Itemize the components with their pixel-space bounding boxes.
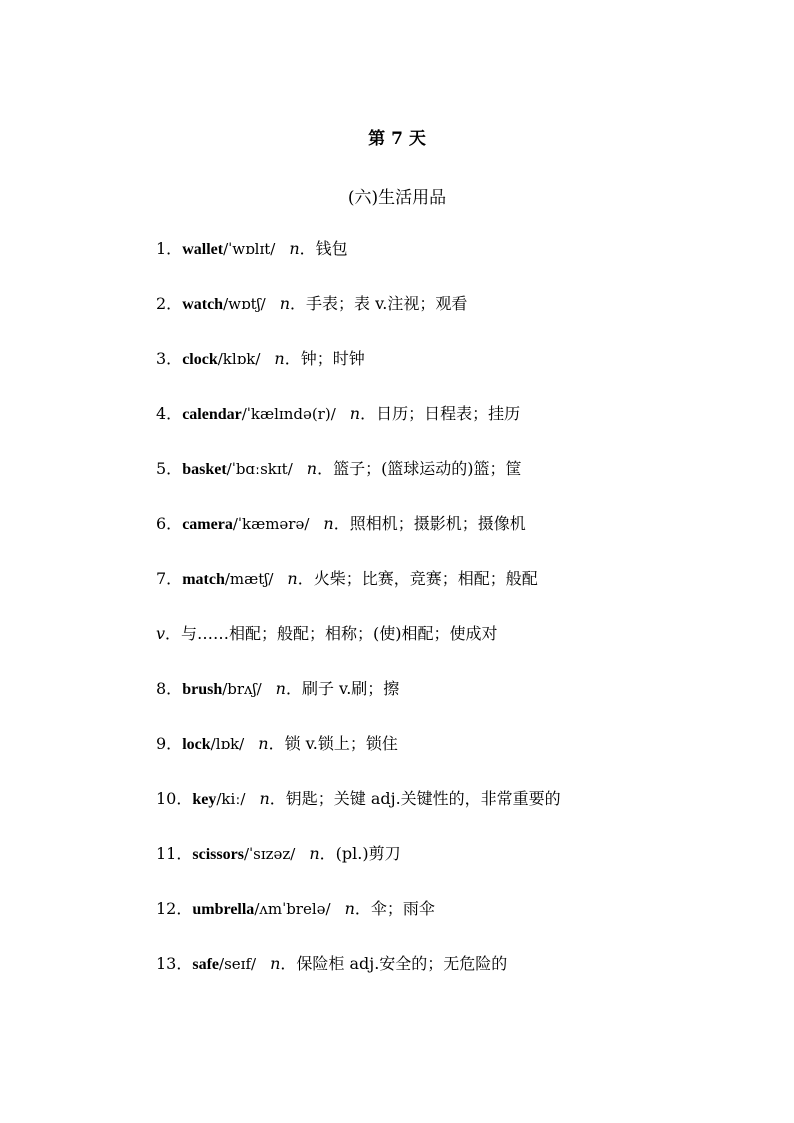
entry-definition: ．钥匙；关键 adj.关键性的，非常重要的 (269, 789, 561, 808)
entry-definition: ．火柴；比赛，竞赛；相配；般配 (297, 569, 538, 588)
entry-phonetic: /ˈkæmərə/ (232, 515, 310, 533)
entry-definition: ．刷子 v.刷；擦 (285, 679, 400, 698)
entry-number: 11． (156, 844, 193, 863)
entry-number: 12． (156, 899, 193, 918)
entry-pos: n (323, 514, 334, 533)
entry-word: camera (182, 516, 233, 533)
entry-definition: ．篮子；(篮球运动的)篮；筐 (317, 459, 522, 478)
entry-definition: ．日历；日程表；挂历 (360, 404, 521, 423)
entry-definition: ．钱包 (299, 239, 348, 258)
entry-word: brush (182, 681, 223, 698)
entry-pos: n (344, 899, 355, 918)
vocab-entry (156, 348, 365, 371)
entry-word: key (192, 791, 217, 808)
entry-number: 2． (156, 294, 183, 313)
entry-number: 9． (156, 734, 183, 753)
entry-definition: ．手表；表 v.注视；观看 (290, 294, 468, 313)
entry-phonetic: /mætʃ/ (224, 570, 274, 588)
entry-definition: ．锁 v.锁上；锁住 (268, 734, 398, 753)
entry-word: safe (192, 956, 220, 973)
entry-pos: v (156, 624, 166, 643)
entry-phonetic: /wɒtʃ/ (223, 295, 266, 313)
entry-word: match (182, 571, 225, 588)
vocab-entry-continuation (156, 623, 498, 645)
vocab-entry (156, 458, 522, 481)
entry-pos: n (289, 239, 300, 258)
entry-word: calendar (182, 406, 242, 423)
entry-number: 4． (156, 404, 183, 423)
entry-pos: n (306, 459, 318, 478)
entry-phonetic: /ʌmˈbrelə/ (254, 900, 331, 918)
entry-word: basket (182, 461, 227, 478)
vocab-entry (156, 898, 435, 921)
entry-phonetic: /ˈkælɪndə(r)/ (241, 405, 336, 423)
entry-word: lock (182, 736, 211, 753)
entry-number: 7． (156, 569, 183, 588)
entry-number: 6． (156, 514, 183, 533)
entry-pos: n (274, 349, 285, 368)
entry-pos: n (259, 789, 270, 808)
entry-phonetic: /brʌʃ/ (222, 680, 262, 698)
vocab-entry (156, 513, 526, 536)
entry-number: 5． (156, 459, 183, 478)
entry-definition: ．(pl.)剪刀 (319, 844, 401, 863)
entry-word: clock (182, 351, 218, 368)
entry-pos: n (349, 404, 361, 423)
section-subtitle: (六)生活用品 (347, 188, 447, 208)
entry-number: 1． (156, 239, 183, 258)
vocab-entry (156, 568, 538, 591)
vocab-entry (156, 953, 507, 976)
vocab-entry (156, 238, 348, 261)
entry-word: wallet (182, 241, 224, 258)
vocab-entry (156, 733, 398, 756)
vocab-entry (156, 293, 467, 316)
entry-phonetic: /ˈsɪzəz/ (243, 845, 296, 863)
entry-phonetic: /seɪf/ (219, 955, 257, 973)
vocab-entry (156, 403, 520, 426)
entry-phonetic: /ˈbɑːskɪt/ (226, 460, 293, 478)
entry-pos: n (270, 954, 281, 973)
vocab-entry (156, 843, 401, 866)
entry-number: 10． (156, 789, 193, 808)
entry-phonetic: /lɒk/ (210, 735, 245, 753)
entry-definition: ．与……相配；般配；相称；(使)相配；使成对 (165, 624, 498, 643)
entry-definition: ．照相机；摄影机；摄像机 (333, 514, 526, 533)
entry-phonetic: /kiː/ (216, 790, 246, 808)
entry-number: 8． (156, 679, 183, 698)
entry-number: 13． (156, 954, 193, 973)
page-title: 第 7 天 (368, 129, 426, 149)
entry-pos: n (279, 294, 291, 313)
entry-pos: n (275, 679, 286, 698)
entry-pos: n (258, 734, 269, 753)
vocab-entry (156, 788, 561, 811)
entry-definition: ．伞；雨伞 (354, 899, 435, 918)
entry-word: scissors (192, 846, 244, 863)
entry-pos: n (287, 569, 298, 588)
entry-number: 3． (156, 349, 183, 368)
entry-word: watch (182, 296, 224, 313)
entry-pos: n (309, 844, 320, 863)
entry-definition: ．钟；时钟 (284, 349, 365, 368)
vocab-entry (156, 678, 399, 701)
entry-word: umbrella (192, 901, 255, 918)
entry-definition: ．保险柜 adj.安全的；无危险的 (280, 954, 508, 973)
entry-phonetic: /klɒk/ (217, 350, 261, 368)
entry-phonetic: /ˈwɒlɪt/ (223, 240, 276, 258)
